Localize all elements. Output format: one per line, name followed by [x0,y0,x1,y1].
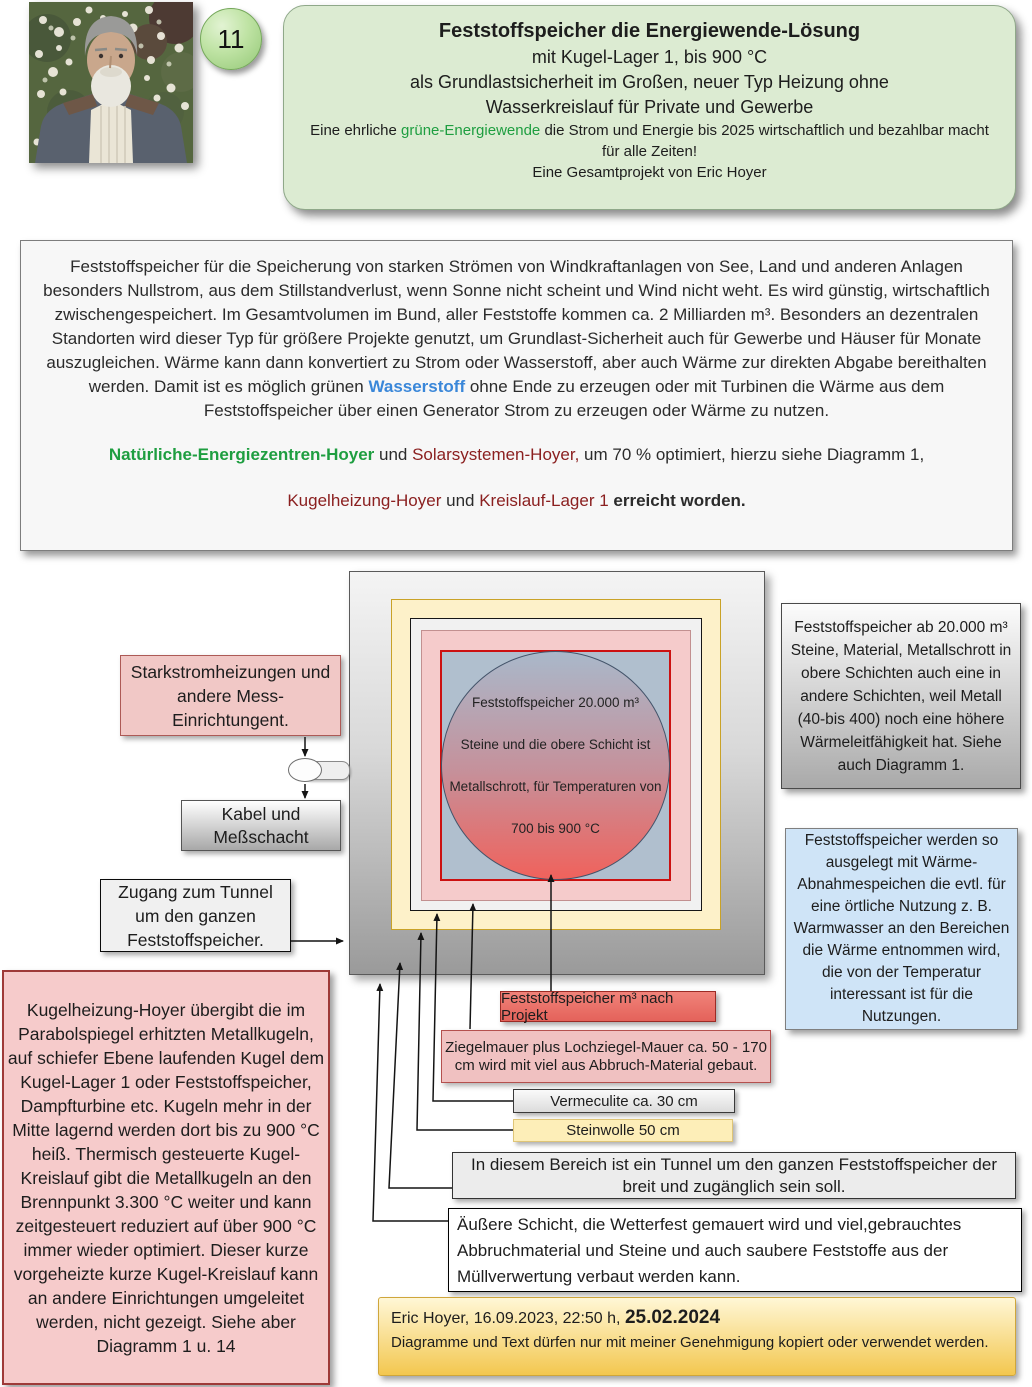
intro-p2-red: Solarsystemen-Hoyer, [412,445,580,464]
intro-p1-post: ohne Ende zu erzeugen oder mit Turbinen die Wärme aus dem Feststoffspeicher über einen Generator Strom zu erzeugen oder Wärme zu nutzen. [203,377,945,420]
footer-date: 25.02.2024 [624,1307,721,1328]
intro-p2-mid: und [374,445,413,464]
footer-copyright: Diagramme und Text dürfen nur mit meiner Genehmigung kopiert oder verwendet werden. [391,1334,989,1351]
header-note-post: die Strom und Energie bis 2025 wirtschaftlich und bezahlbar macht für alle Zeiten! [540,122,989,160]
ziegelmauer-text: Ziegelmauer plus Lochziegel-Mauer ca. 50 - 170 cm wird mit viel aus Abbruch-Material gebaut. [445,1039,767,1074]
kabel-label [181,800,341,851]
intro-p3-red2: Kreislauf-Lager 1 [479,491,609,510]
intro-p3-mid: und [441,491,480,510]
info-box-blue [785,828,1018,1030]
info-blue-text: Feststoffspeicher werden so ausgelegt mit Wärme-Abnahmespeichen die evtl. für eine örtliche Nutzung z. B. Warmwasser an den Bereichen die Wärme entnommen wird, die von der Temperatur interessant ist für die Nutzungen. [793,832,1010,1025]
kugelheizung-text: Kugelheizung-Hoyer übergibt die im Parabolspiegel erhitzten Metallkugeln, auf schiefer Ebene laufenden Kugel dem Kugel-Lager 1 oder Feststoffspeicher, Dampfturbine etc. Kugeln mehr in der Mitte lagernd werden dort bis zu 900 °C heiß. Thermisch gesteuerte Kugel-Kreislauf gibt die Metallkugeln an den Brennpunkt 3.300 °C weiter und kann zeitgesteuert reduziert auf über 900 °C immer wieder optimiert. Dieser kurze vorgeheizte kurze Kugel-Kreislauf kann an andere Einrichtungen umgeleitet werden, nicht gezeigt. Siehe aber Diagramm 1 u. 14 [7,999,325,1356]
header-note-pre: Eine ehrliche [310,122,402,139]
starkstrom-text: Starkstromheizungen und andere Mess-Einrichtungent. [130,661,331,730]
footer-author-line [391,1307,1003,1329]
aussenschicht-label [448,1208,1022,1292]
info-gray-text: Feststoffspeicher ab 20.000 m³ Steine, Material, Metallschrott in obere Schichten auch eine in andere Schichten, weil Metall (40-bis 400) noch eine höhere Wärmeleitfähigkeit hat. Siehe auch Diagramm 1. [790,618,1012,774]
intro-p3-red1: Kugelheizung-Hoyer [287,491,442,510]
steinwolle-text: Steinwolle 50 cm [566,1122,680,1139]
header-note-last: Eine Gesamtprojekt von Eric Hoyer [532,164,767,181]
author-photo [29,2,193,163]
starkstrom-label [120,655,341,736]
intro-box [20,240,1013,551]
zugang-label [100,879,291,952]
intro-p2-rest: um 70 % optimiert, hierzu siehe Diagramm 1, [579,445,925,464]
page-title: Feststoffspeicher die Energiewende-Lösung [438,20,861,42]
intro-p1-pre: Feststoffspeicher für die Speicherung von starken Strömen von Windkraftanlagen von See, Land und anderen Anlagen besonders Nullstrom, aus dem Stillstandverlust, wenn Sonne nicht scheint und Wind nicht weht. Es wird günstig, wirtschaftlich zwischengespeichert. Im Gesamtvolumen im Bund, aller Feststoffe kommen ca. 2 Milliarden m³. Besonders an dezentralen Standorten wird dieser Typ für größere Projekte genutzt, um Grundlast-Sicherheit auch für Gewerbe und Häuser für Monate auszugleichen. Wärme kann dann konvertiert zu Strom oder Wasserstoff, aber auch Wärme zur direkten Abgabe bereithalten werden. Damit ist es möglich grünen [43,257,990,396]
projekt-text: Feststoffspeicher m³ nach Projekt [501,989,674,1024]
header-note-green: grüne-Energiewende [401,122,541,139]
tunnel-label [452,1152,1016,1199]
storage-core-circle [441,651,670,880]
intro-wasserstoff: Wasserstoff [368,377,466,396]
core-line-1: Feststoffspeicher 20.000 m³ [471,695,640,710]
vermeculite-label [513,1089,735,1113]
cable-junction-ellipse [288,758,322,782]
author-photo-image [29,2,193,163]
kabel-text: Kabel und Meßschacht [213,803,309,847]
intro-paragraph [33,255,1000,423]
intro-p3-bold: erreicht worden. [608,491,746,510]
header-subtitle-2: als Grundlastsicherheit im Großen, neuer Typ Heizung ohne [410,72,889,92]
header-box [283,5,1016,210]
steinwolle-label [513,1119,733,1142]
page-number-badge [200,8,262,70]
info-box-gray [781,603,1021,789]
intro-p2-green: Natürliche-Energiezentren-Hoyer [108,445,375,464]
core-line-3: Metallschrott, für Temperaturen von [449,779,662,794]
arrow-aussenschicht-to-layer [373,984,448,1221]
page-number: 11 [217,23,245,54]
zugang-text: Zugang zum Tunnel um den ganzen Feststoffspeicher. [118,881,273,950]
intro-line-energiezentren [33,443,1000,467]
projekt-label [500,991,716,1022]
vermeculite-text: Vermeculite ca. 30 cm [550,1092,698,1110]
tunnel-text: In diesem Bereich ist ein Tunnel um den ganzen Feststoffspeicher der breit und zugänglich sein soll. [470,1154,998,1196]
core-line-4: 700 bis 900 °C [511,821,600,836]
header-note [302,120,997,162]
ziegelmauer-label [441,1030,771,1083]
header-subtitle-3: Wasserkreislauf für Private und Gewerbe [485,97,814,117]
footer-box [378,1297,1016,1376]
core-line-2: Steine und die obere Schicht ist [460,737,651,752]
intro-line-kugelheizung [33,489,1000,513]
header-subtitle-1: mit Kugel-Lager 1, bis 900 °C [531,47,768,67]
footer-author: Eric Hoyer, 16.09.2023, 22:50 h, [391,1310,625,1327]
aussenschicht-text: Äußere Schicht, die Wetterfest gemauert wird und viel,gebrauchtes Abbruchmaterial und Steine und auch saubere Feststoffe aus der Müllverwertung verbaut werden kann. [457,1215,962,1286]
kugelheizung-box [2,970,330,1385]
